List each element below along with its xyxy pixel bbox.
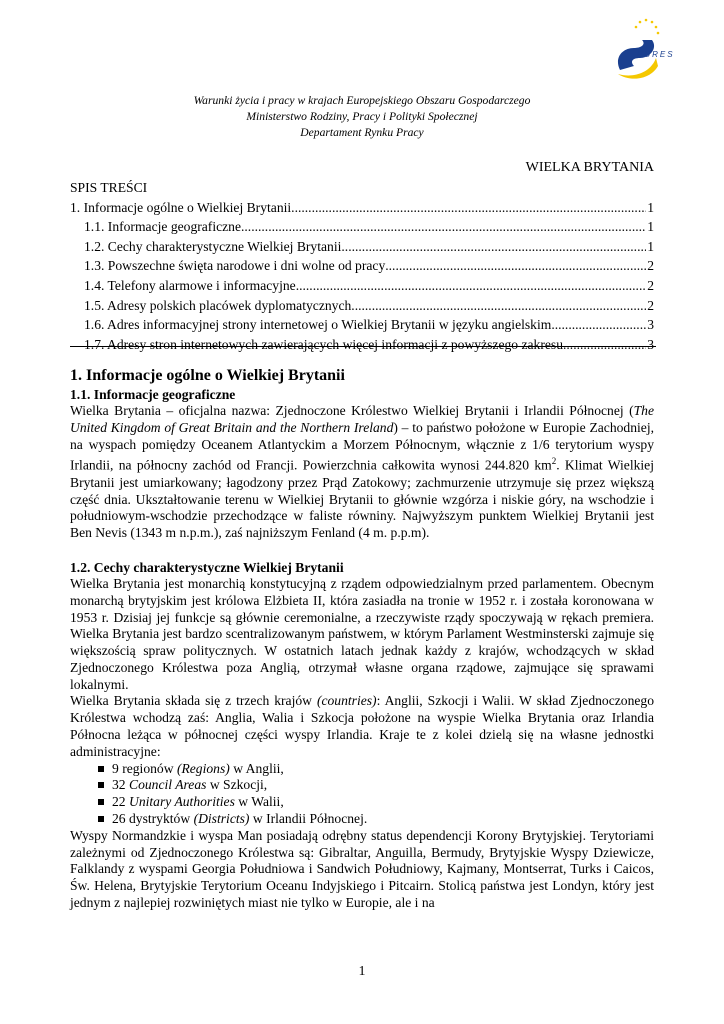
- text-run-italic: Council Areas: [129, 777, 207, 793]
- header-line-3: Departament Rynku Pracy: [300, 126, 424, 139]
- toc-item-page: 2: [647, 297, 654, 313]
- toc-item-page: 2: [647, 277, 654, 293]
- list-item: [98, 777, 654, 794]
- toc-item[interactable]: [70, 217, 654, 237]
- table-of-contents: [70, 178, 654, 354]
- toc-leader: [551, 315, 646, 335]
- toc-item-page: 1: [647, 199, 654, 215]
- section-heading: 1. Informacje ogólne o Wielkiej Brytanii: [70, 367, 345, 384]
- subsection-heading: 1.1. Informacje geograficzne: [70, 387, 236, 402]
- list-item: [98, 811, 654, 828]
- toc-item-label: 1.5. Adresy polskich placówek dyplomatycznych: [84, 297, 352, 313]
- paragraph: [70, 403, 654, 542]
- paragraph: Wielka Brytania jest monarchią konstytucyjną z rządem odpowiedzialnym przed parlamentem. Obecnym monarchą brytyjskim jest królowa Elżbieta II, która zasiadła na tronie w 1952 r. i została koronowana w 1953 r. Dzisiaj jej funkcje są głównie ceremonialne, a rzeczywiste rządy spoczywają w rękach premiera. Wielka Brytania jest bardzo scentralizowanym państwem, w którym Parlament Westminsterski zajmuje się większością spraw politycznych. W ostatnich latach jednak każdy z krajów, wchodzących w skład Zjednoczonego Królestwa poza Anglią, otrzymał własne organa rządowe, zajmujące się sprawami lokalnymi.: [70, 575, 654, 692]
- toc-item-page: 3: [647, 336, 654, 352]
- text-run: w Walii,: [234, 794, 284, 810]
- toc-item-label: 1.2. Cechy charakterystyczne Wielkiej Brytanii: [84, 238, 342, 254]
- text-run: w Szkocji,: [206, 777, 268, 793]
- toc-item[interactable]: [70, 296, 654, 316]
- text-run-italic: (Regions): [176, 760, 230, 776]
- toc-item-page: 1: [647, 238, 654, 254]
- toc-leader: [291, 198, 646, 218]
- eures-logo-text: EURES: [637, 50, 675, 59]
- page-number: 1: [358, 964, 366, 979]
- divider: [70, 346, 656, 347]
- toc-leader: [241, 217, 646, 237]
- toc-item[interactable]: [70, 276, 654, 296]
- toc-leader: [341, 237, 646, 257]
- toc-item[interactable]: [70, 198, 654, 218]
- document-header: [70, 93, 654, 141]
- toc-item[interactable]: [70, 315, 654, 335]
- header-line-1: Warunki życia i pracy w krajach Europejskiego Obszaru Gospodarczego: [193, 94, 531, 107]
- header-line-2: Ministerstwo Rodziny, Pracy i Polityki Społecznej: [246, 110, 478, 123]
- text-run: 32: [112, 777, 129, 793]
- toc-item-label: 1.6. Adres informacyjnej strony internetowej o Wielkiej Brytanii w języku angielskim: [84, 317, 552, 333]
- toc-item[interactable]: [70, 256, 654, 276]
- toc-item-label: 1.1. Informacje geograficzne: [84, 219, 241, 235]
- text-run-italic: (Districts): [193, 811, 250, 827]
- text-run-italic: Unitary Authorities: [129, 794, 235, 810]
- text-run: Wielka Brytania – oficjalna nazwa: Zjednoczone Królestwo Wielkiej Brytanii i Irlandii Północnej (: [70, 403, 634, 418]
- toc-leader: [563, 335, 646, 355]
- list-item: [98, 761, 654, 778]
- toc-item-label: 1.3. Powszechne święta narodowe i dni wolne od pracy: [84, 258, 386, 274]
- spacer: [70, 542, 654, 559]
- text-run: : Anglii, Szkocji i Walii. W skład Zjednoczonego Królestwa wchodzą zaś: Anglia, Walia i Szkocja położone na wyspie Wielka Brytania oraz Irlandia Północna leżąca w północnej części wyspy Irlandia. Kraje te z kolei dzielą się na własne jednostki administracyjne:: [70, 693, 654, 759]
- paragraph: Wyspy Normandzkie i wyspa Man posiadają odrębny status dependencji Korony Brytyjskiej. Terytoriami zależnymi od Zjednoczonego Królestwa są: Gibraltar, Anguilla, Bermudy, Brytyjskie Wyspy Dziewicze, Falklandy z wyspami Georgia Południowa i Sandwich Południowy, Kajmany, Montserrat, Turks i Caicos, Św. Helena, Brytyjskie Terytorium Oceanu Indyjskiego i Pitcairn. Stolicą państwa jest Londyn, który jest jednym z najlepiej rozwiniętych miast nie tylko w Europie, ale i na: [70, 827, 654, 911]
- list-item: [98, 794, 654, 811]
- text-run: w Anglii,: [229, 760, 284, 776]
- toc-item-page: 3: [647, 317, 654, 333]
- text-run: w Irlandii Północnej.: [249, 811, 368, 827]
- toc-title: SPIS TREŚCI: [70, 180, 148, 195]
- text-run: 9 regionów: [112, 760, 177, 776]
- superscript: 2: [551, 456, 557, 467]
- text-run-italic: (countries): [316, 693, 377, 709]
- toc-item-page: 2: [647, 258, 654, 274]
- bullet-list: [70, 761, 654, 828]
- toc-leader: [385, 256, 646, 276]
- document-body: [70, 366, 654, 912]
- toc-item[interactable]: [70, 237, 654, 257]
- text-run: ) – to państwo położone w Europie Zachodniej, na wyspach pomiędzy Oceanem Atlantyckim a Morzem Północnym, włącznie z 1/6 terytorium wyspy Irlandii, na północny zachód od Francji. Powierzchnia całkowita wynosi 244.820 km: [70, 419, 654, 473]
- toc-leader: [351, 296, 646, 316]
- toc-item[interactable]: [70, 335, 654, 355]
- subsection-heading: 1.2. Cechy charakterystyczne Wielkiej Brytanii: [70, 559, 344, 575]
- text-run: . Klimat Wielkiej Brytanii jest umiarkowany; łagodzony przez Prąd Zatokowy; zachmurzenie utrzymuje się przez większą część dnia. Ukształtowanie terenu w Wielkiej Brytanii to głównie wzgórza i niskie góry, na wschodzie i południowym-wschodzie przechodzące w faliste równiny. Najwyższym punktem Wielkiej Brytanii jest Ben Nevis (1343 m n.p.m.), zaś najniższym Fenland (4 m. p.p.m).: [70, 457, 654, 541]
- text-run: 22: [112, 794, 129, 810]
- toc-item-page: 1: [647, 219, 654, 235]
- country-title: WIELKA BRYTANIA: [525, 160, 654, 175]
- toc-item-label: 1.4. Telefony alarmowe i informacyjne: [84, 277, 296, 293]
- paragraph: [70, 693, 654, 760]
- text-run: Wielka Brytania składa się z trzech krajów: [70, 693, 317, 709]
- text-run: 26 dystryktów: [112, 811, 194, 827]
- text-run-italic: The United Kingdom of Great Britain and the Northern Ireland: [70, 403, 654, 435]
- toc-item-label: 1. Informacje ogólne o Wielkiej Brytanii: [70, 199, 292, 215]
- toc-item-label: 1.7. Adresy stron internetowych zawierających więcej informacji z powyższego zakresu: [84, 336, 563, 352]
- toc-leader: [296, 276, 647, 296]
